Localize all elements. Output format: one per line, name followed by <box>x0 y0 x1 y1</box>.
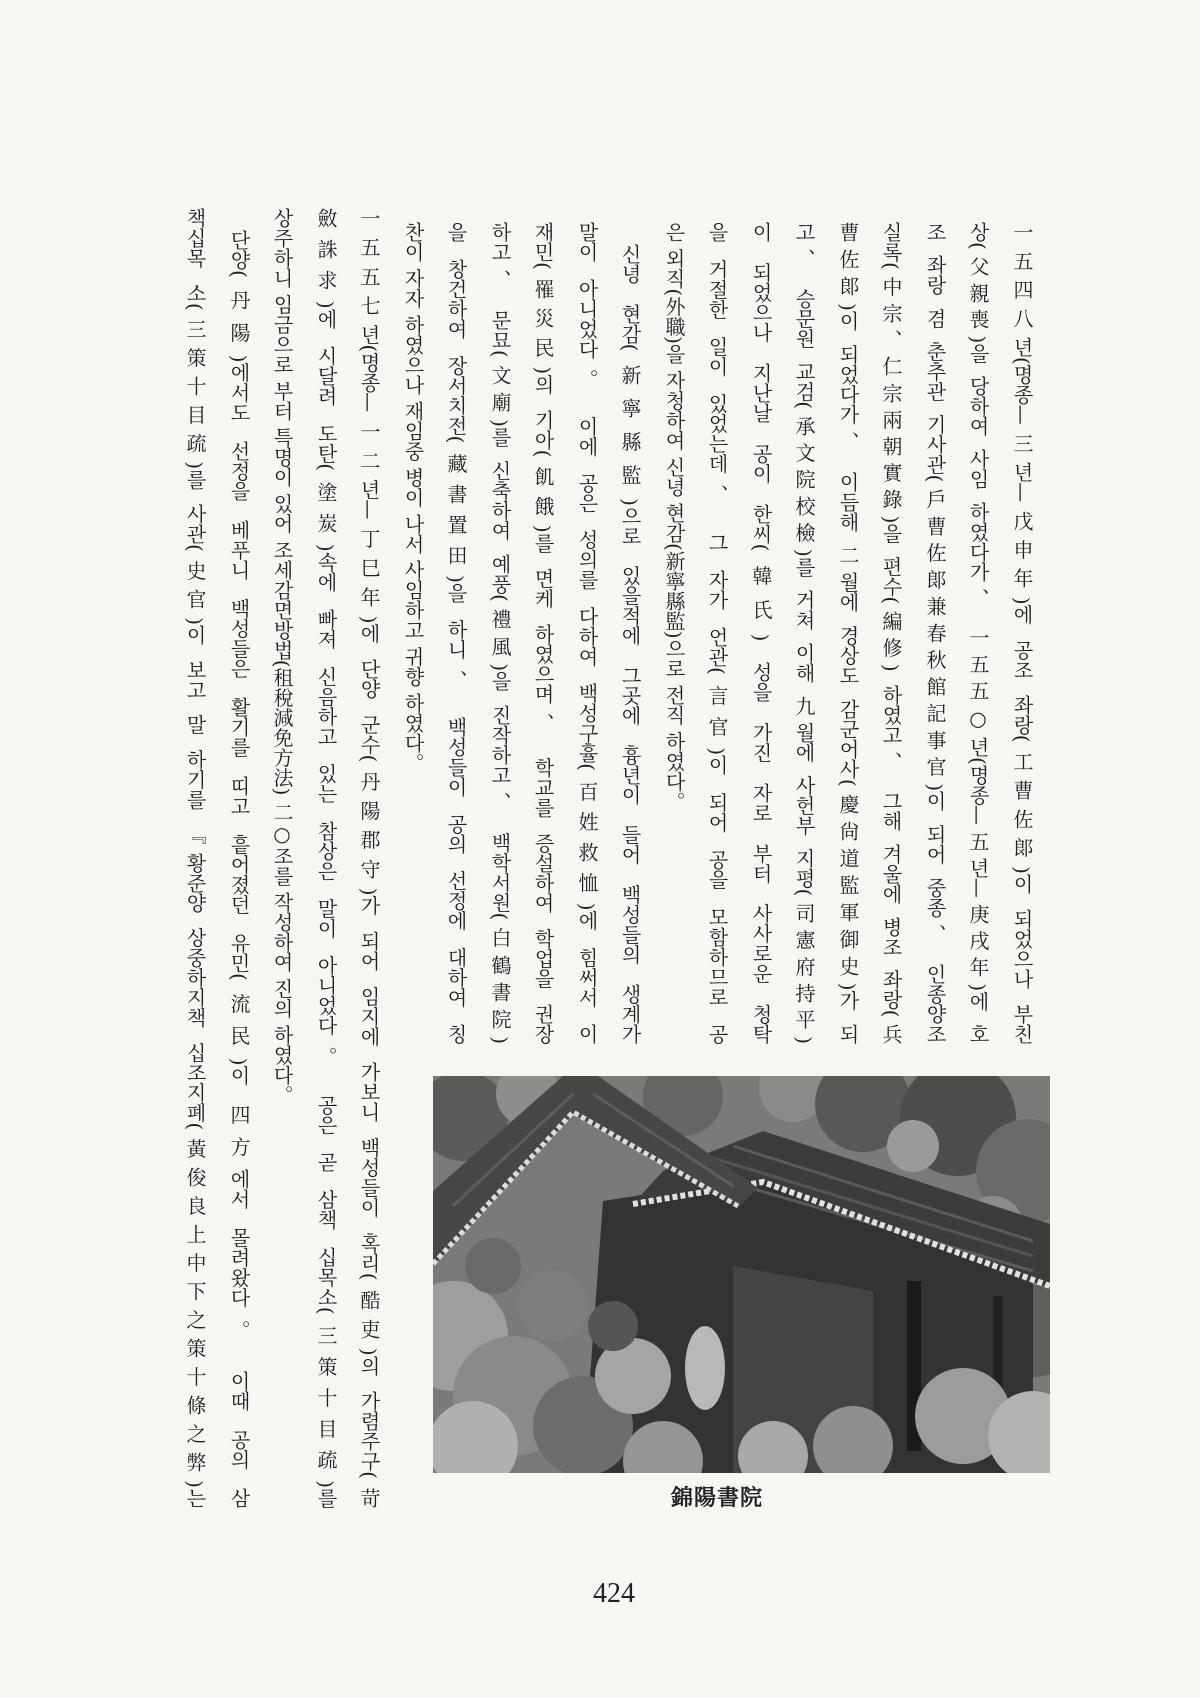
text-column: 이 되었으나 지난날 공이 한씨(韓氏) 성을 가진 자로 부터 사사로운 청탁 <box>749 222 773 1044</box>
text-column: 재민(罹災民)의 기아(飢餓)를 면케 하였으며、 학교를 증설하여 학업을 권장 <box>531 222 555 1044</box>
text-column: 단양(丹陽)에서도 선정을 베푸니 백성들은 활기를 띠고 흩어졌던 유민(流民)이 四方에서 몰려왔다。 이때 공의 삼 <box>227 230 251 1508</box>
text-column: 조 좌랑 겸 춘추관 기사관(戶曹佐郞兼春秋館記事官)이 되어 중종、 인종양조 <box>923 222 947 1044</box>
text-column: 을 거절한 일이 있었는데、 그 자가 언관(言官)이 되어 공을 모함하므로 공 <box>705 222 729 1044</box>
text-column: 하고、 문묘(文廟)를 신축하여 예풍(禮風)을 진작하고、 백학서원(白鶴書院) <box>488 222 512 1044</box>
text-column: 상주하니 임금으로 부터 특명이 있어 조세감면방법(租稅減免方法) 二○조를 작성하여 진의 하였다。 <box>270 208 294 1105</box>
text-column: 실록(中宗、仁宗兩朝實錄)을 편수(編修) 하였고、 그해 겨울에 병조 좌랑(兵 <box>879 222 903 1044</box>
text-column: 상(父親喪)을 당하여 사임 하였다가、 一五五○년(명종—五년—庚戌年)에 호 <box>966 222 990 1044</box>
text-column: 一五五七년(명종—一二년—丁巳年)에 단양 군수(丹陽郡守)가 되어 임지에 가보니 백성들이 혹리(酷吏)의 가렴주구(苛 <box>357 208 381 1508</box>
seowon-photo-image <box>433 1076 1050 1473</box>
stone-stele <box>685 1326 725 1410</box>
photo-caption: 錦陽書院 <box>670 1485 763 1511</box>
text-column: 신녕 현감(新寧縣監)으로 있을적에 그곳에 흉년이 들어 백성들의 생계가 <box>618 244 642 1044</box>
text-column: 책십목 소(三策十目疏)를 사관(史官)이 보고 말 하기를 『황준양 상중하지책 십조지폐(黃俊良上中下之策十條之弊)는 <box>183 208 207 1508</box>
page-number: 424 <box>593 1578 635 1609</box>
text-column: 찬이 자자 하였으나 재임중 병이 나서 사임하고 귀향 하였다。 <box>401 222 425 773</box>
text-column: 말이 아니었다。 이에 공은 성의를 다하여 백성구휼(百姓救恤)에 힘써서 이 <box>575 222 599 1044</box>
text-column: 은 외직(外職)을 자청하여 신녕 현감(新寧縣監)으로 전직 하였다。 <box>662 222 686 812</box>
text-column: 을 창건하여 장서치전(藏書置田)을 하니、 백성들이 공의 선정에 대하여 칭 <box>444 222 468 1044</box>
seowon-photo <box>433 1076 1050 1473</box>
text-column: 斂誅求)에 시달려 도탄(塗炭)속에 빠져 신음하고 있는 참상은 말이 아니었다。 공은 곧 삼책 십목소(三策十目疏)를 <box>314 208 338 1508</box>
text-column: 고、 승문원 교검(承文院校檢)를 거쳐 이해 九월에 사헌부 지평(司憲府持平) <box>792 222 816 1044</box>
text-column: 一五四八년(명종—三년—戊申年)에 공조 좌랑(工曹佐郞)이 되었으나 부친 <box>1010 222 1034 1044</box>
text-column: 曹佐郞)이 되었다가、 이듬해 二월에 경상도 감군어사(慶尙道監軍御史)가 되 <box>836 222 860 1044</box>
